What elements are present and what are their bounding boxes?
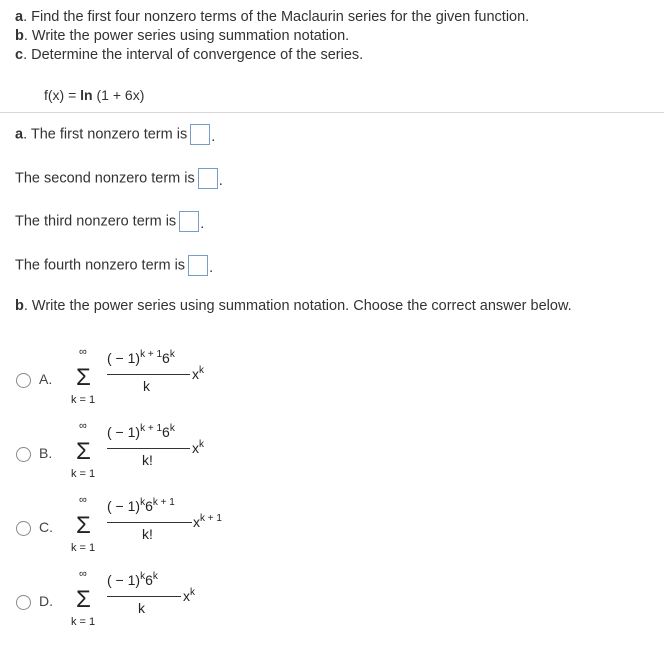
- option-b-radio[interactable]: [16, 447, 31, 462]
- fourth-term-row: The fourth nonzero term is .: [15, 255, 213, 276]
- divider: [0, 112, 664, 113]
- option-d[interactable]: D. ∞ Σ k = 1 ( − $1)^k6^k$ k $x^k$: [16, 566, 656, 646]
- instruction-c: c. Determine the interval of convergence of the series.: [15, 47, 364, 63]
- instruction-a: a. Find the first four nonzero terms of the Maclaurin series for the given function.: [15, 9, 530, 25]
- option-d-radio[interactable]: [16, 595, 31, 610]
- summation-icon: Σ: [76, 512, 91, 539]
- third-term-input[interactable]: [179, 211, 199, 232]
- instruction-b: b. Write the power series using summation notation.: [15, 28, 350, 44]
- fraction-bar: [107, 522, 192, 523]
- summation-icon: Σ: [76, 364, 91, 391]
- option-b[interactable]: B. ∞ Σ k = 1 ( − $1)^{k + 1}6^k$ k! $x^k$: [16, 418, 656, 498]
- function-definition: f(x) = ln (1 + 6x): [44, 87, 145, 103]
- option-c-radio[interactable]: [16, 521, 31, 536]
- option-a-radio[interactable]: [16, 373, 31, 388]
- first-term-row: a. The first nonzero term is .: [15, 124, 215, 145]
- option-c[interactable]: C. ∞ Σ k = 1 ( − $1)^k6^{k + 1}$ k! $x^{k + 1}$: [16, 492, 656, 572]
- fraction-bar: [107, 448, 190, 449]
- fraction-bar: [107, 596, 181, 597]
- option-a[interactable]: A. ∞ Σ k = 1 ( − $1)^{k + 1}6^k$ k $x^k$: [16, 344, 656, 424]
- first-term-input[interactable]: [190, 124, 210, 145]
- second-term-input[interactable]: [198, 168, 218, 189]
- summation-icon: Σ: [76, 586, 91, 613]
- fraction-bar: [107, 374, 190, 375]
- fourth-term-input[interactable]: [188, 255, 208, 276]
- summation-icon: Σ: [76, 438, 91, 465]
- third-term-row: The third nonzero term is .: [15, 211, 204, 232]
- second-term-row: The second nonzero term is .: [15, 168, 223, 189]
- part-b-prompt: b. Write the power series using summation notation. Choose the correct answer below.: [15, 298, 572, 314]
